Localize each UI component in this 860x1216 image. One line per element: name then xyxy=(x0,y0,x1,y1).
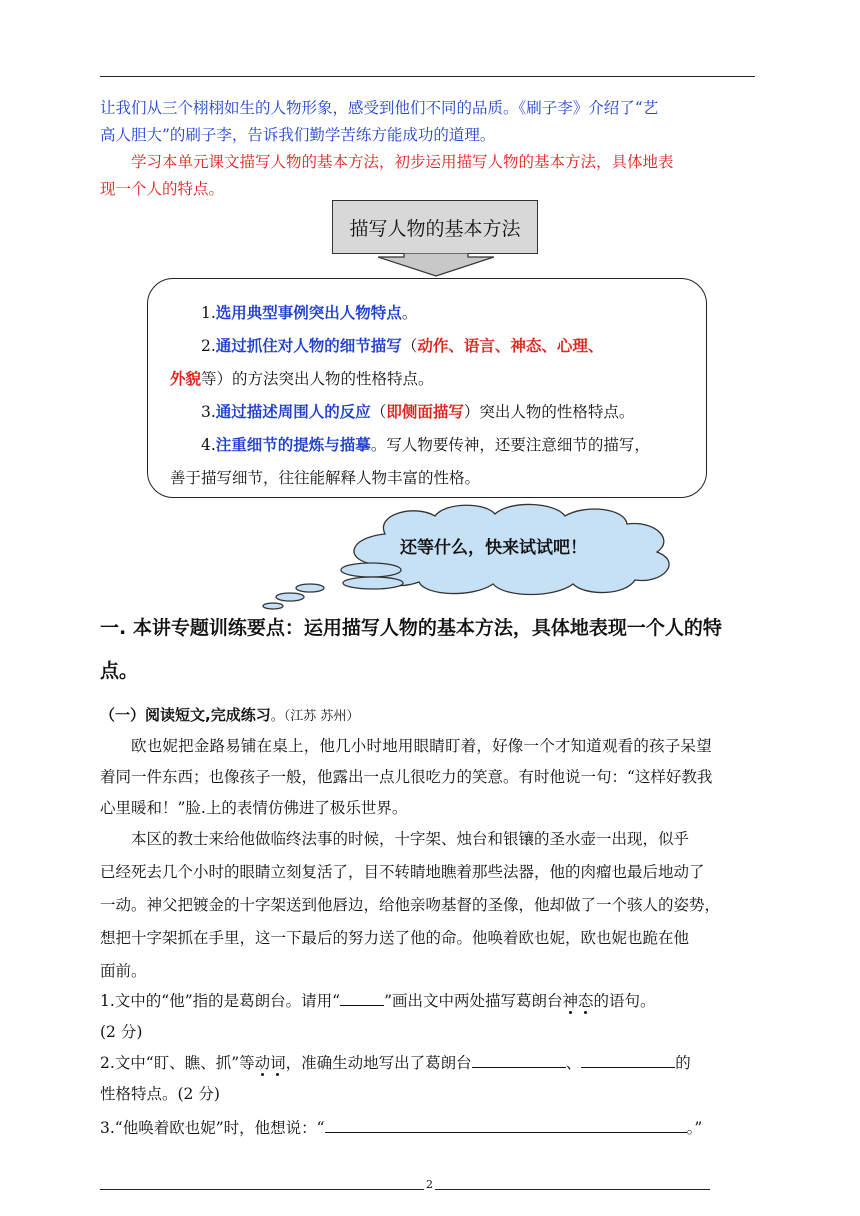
passage-p1-line3: 心里暖和！”脸.上的表情仿佛进了极乐世界。 xyxy=(100,799,408,817)
section-heading-line1: 一. 本讲专题训练要点：运用描写人物的基本方法，具体地表现一个人的特 xyxy=(100,617,722,639)
down-arrow-icon xyxy=(378,253,494,277)
exercise-source: （江苏 苏州） xyxy=(283,709,360,724)
passage-p1-line2: 着同一件东西；也像孩子一般，他露出一点儿很吃力的笑意。有时他说一句：“这样好教我 xyxy=(100,768,713,786)
passage-p2-line4: 想把十字架抓在手里，这一下最后的努力送了他的命。他唤着欧也妮，欧也妮也跪在他 xyxy=(100,929,690,947)
q3-answer-blank[interactable] xyxy=(325,1118,687,1133)
header-rule xyxy=(100,76,755,77)
intro-red-line1: 学习本单元课文描写人物的基本方法，初步运用描写人物的基本方法，具体地表 xyxy=(131,153,674,171)
q1-underline-sample xyxy=(340,991,384,1006)
section-heading-line2: 点。 xyxy=(100,660,139,682)
question-2: 2.文中“盯、瞧、抓”等动词，准确生动地写出了葛朗台 、 的 xyxy=(100,1054,691,1072)
intro-blue-line2: 高人胆大”的刷子李，告诉我们勤学苦练方能成功的道理。 xyxy=(100,126,496,144)
method-item-3: 3.通过描述周围人的反应（即侧面描写）突出人物的性格特点。 xyxy=(201,403,635,421)
method-item-1: 1.选用典型事例突出人物特点。 xyxy=(201,304,418,322)
passage-p2-line3: 一动。神父把镀金的十字架送到他唇边，给他亲吻基督的圣像，他却做了一个骇人的姿势， xyxy=(100,896,721,914)
methods-title-box xyxy=(332,200,538,254)
method-item-2-cont: 外貌等）的方法突出人物的性格特点。 xyxy=(170,370,434,388)
intro-blue-line1: 让我们从三个栩栩如生的人物形象，感受到他们不同的品质。《刷子李》介绍了“艺 xyxy=(100,99,659,117)
cloud-callout-text: 还等什么，快来试试吧！ xyxy=(400,538,587,558)
question-3: 3.“他唤着欧也妮”时，他想说：“ 。” xyxy=(100,1119,703,1137)
passage-p1-line1: 欧也妮把金路易铺在桌上，他几小时地用眼睛盯着，好像一个才知道观看的孩子呆望 xyxy=(131,737,712,755)
method-item-2: 2.通过抓住对人物的细节描写（动作、语言、神态、心理、 xyxy=(201,337,604,355)
footer-rule xyxy=(100,1189,710,1190)
method-item-4: 4.注重细节的提炼与描摹。写人物要传神，还要注意细节的描写， xyxy=(201,436,650,454)
page-number: 2 xyxy=(426,1178,433,1191)
passage-p2-line1: 本区的教士来给他做临终法事的时候，十字架、烛台和银镶的圣水壶一出现，似乎 xyxy=(131,830,690,848)
methods-title: 描写人物的基本方法 xyxy=(349,217,521,240)
intro-red-line2: 现一个人的特点。 xyxy=(100,180,225,198)
method-item-4-cont: 善于描写细节，往往能解释人物丰富的性格。 xyxy=(170,469,481,487)
methods-box xyxy=(147,278,707,498)
passage-p2-line2: 已经死去几个小时的眼睛立刻复活了，目不转睛地瞧着那些法器，他的肉瘤也最后地动了 xyxy=(100,863,705,881)
exercise-subtitle: （一）阅读短文,完成练习。（江苏 苏州） xyxy=(100,706,360,724)
question-2-line2: 性格特点。(2 分) xyxy=(100,1085,220,1103)
q2-answer-blank-1[interactable] xyxy=(472,1053,566,1068)
passage-p2-line5: 面前。 xyxy=(100,962,147,980)
question-1: 1.文中的“他”指的是葛朗台。请用“ ”画出文中两处描写葛朗台神态的语句。 xyxy=(100,992,656,1010)
question-1-score: (2 分) xyxy=(100,1023,143,1041)
q2-answer-blank-2[interactable] xyxy=(581,1053,675,1068)
